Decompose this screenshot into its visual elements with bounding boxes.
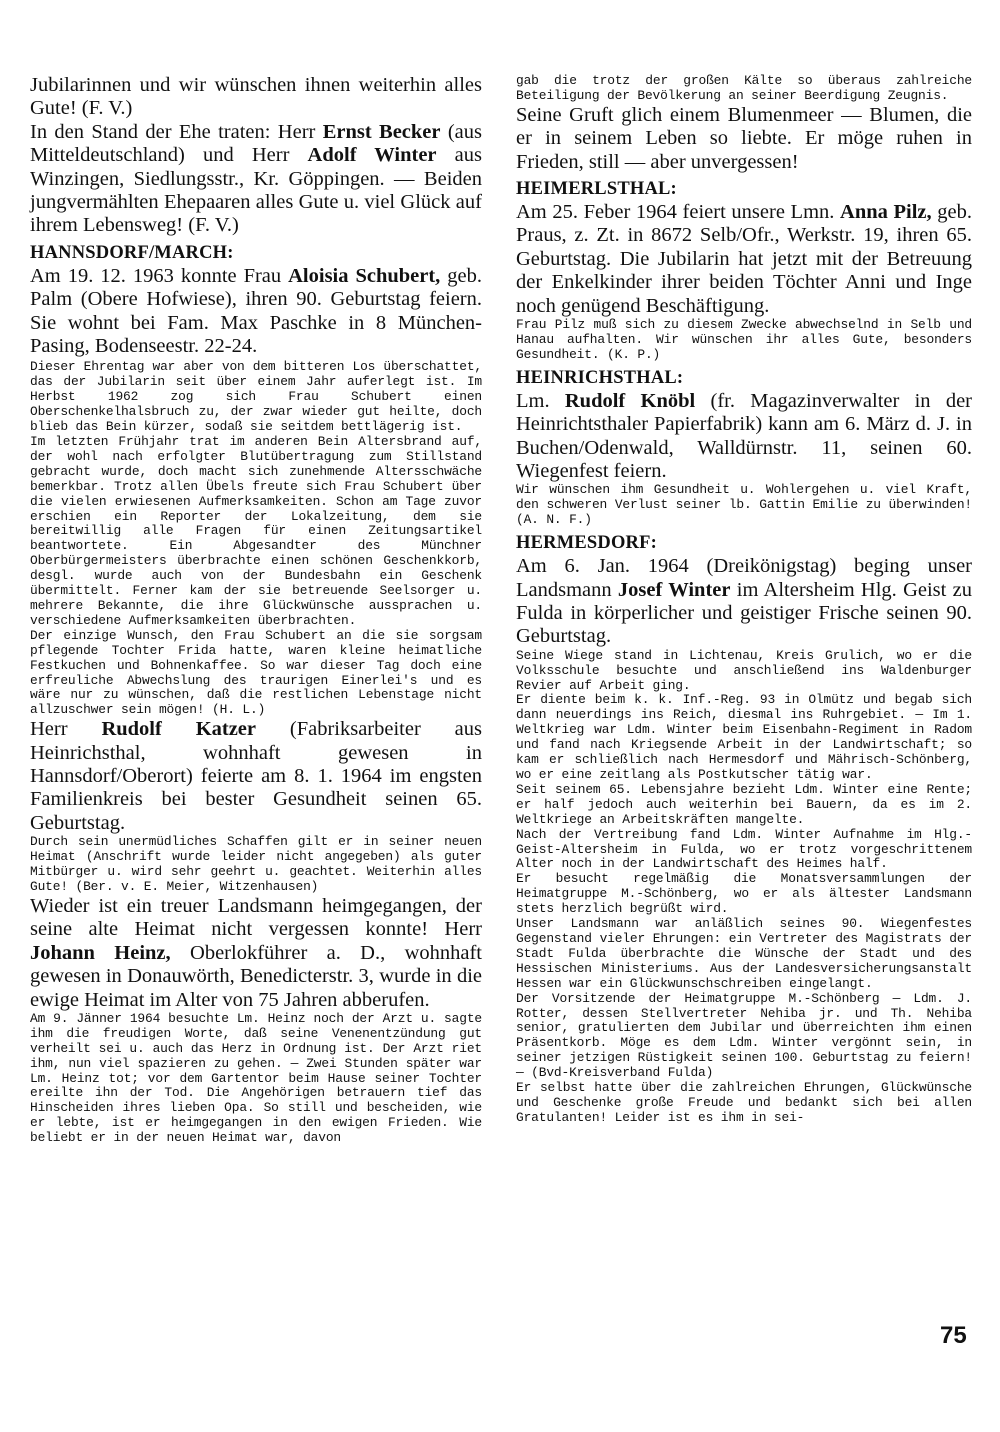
section-heading-heimerlsthal: HEIMERLSTHAL: — [516, 179, 677, 200]
small-paragraph: Im letzten Frühjahr trat im anderen Bein Altersbrand auf, der wohl nach erfolgter Blutübertragung zum Stillstand gebracht wurde, doch macht sich zunehmende Altersschwäche bemerkbar. Trotz allen Übels freute sich Frau Schubert über die vielen erwiesenen Aufmerksamkeiten. Schon am Tage zuvor erschien ein Reporter der Lokalzeitung, dem sie bereitwillig alle Fragen für einen Zeitungsartikel beantwortete. Ein Abgesandter des Münchner Oberbürgermeisters überbrachte einen schönen Geschenkkorb, desgl. wurde auch von der Bundesbahn ein Geschenk übermittelt. Ferner kam der sie betreuende Seelsorger u. mehrere Bekannte, die ihre Glückwünsche aussprachen u. verschiedene Aufmerksamkeiten überbrachten. — [30, 434, 482, 628]
paragraph: Am 25. Feber 1964 feiert unsere Lmn. Anna Pilz, geb. Praus, z. Zt. in 8672 Selb/Ofr., Werkstr. 19, ihren 65. Geburtstag. Die Jubilarin hat jetzt mit der Betreuung der Enkelkinder ihrer beiden Töchter Anni und Inge noch genügend Beschäftigung. — [516, 201, 972, 317]
paragraph: Wieder ist ein treuer Landsmann heimgegangen, der seine alte Heimat nicht vergessen konnte! Herr Johann Heinz, Oberlokführer a. D., wohnhaft gewesen in Donauwörth, Benedicterstr. 3, wurde in die ewige Heimat im Alter von 75 Jahren abberufen. — [30, 894, 482, 1011]
small-paragraph: Der Vorsitzende der Heimatgruppe M.-Schönberg — Ldm. J. Rotter, dessen Stellvertreter Nehiba jr. und Th. Nehiba senior, gratulierten dem Jubilar und überreichten ihm einen Präsentkorb. Möge es dem Ldm. Winter vergönnt sein, in seiner jetzigen Rüstigkeit seinen 100. Geburtstag zu feiern! — (Bvd-Kreisverband Fulda) — [516, 990, 972, 1081]
paragraph: Am 19. 12. 1963 konnte Frau Aloisia Schubert, geb. Palm (Obere Hofwiese), ihren 90. Geburtstag feiern. Sie wohnt bei Fam. Max Paschke in 8 München-Pasing, Bodenseestr. 22-24. — [30, 264, 482, 358]
small-paragraph: Seit seinem 65. Lebensjahre bezieht Ldm. Winter eine Rente; er half jedoch auch weiterhin bei Bauern, da es im 2. Weltkriege an Arbeitskräften mangelte. — [516, 781, 972, 827]
small-paragraph: Dieser Ehrentag war aber von dem bitteren Los überschattet, das der Jubilarin seit über einem Jahr auferlegt ist. Im Herbst 1962 zog sich Frau Schubert einen Oberschenkelhalsbruch zu, der zwar wieder gut heilte, doch blieb das Bein kürzer, sodaß sie seitdem bettlägerig ist. — [30, 359, 482, 435]
paragraph: Lm. Rudolf Knöbl (fr. Magazinverwalter in der Heinrichtsthaler Papierfabrik) kann am 6. März d. J. in Buchen/Odenwald, Walldürnstr. 11, seinen 60. Wiegenfest feiern. — [516, 389, 973, 482]
section-heading-heinrichsthal: HEINRICHSTHAL: — [516, 367, 684, 388]
small-paragraph: gab die trotz der großen Kälte so überaus zahlreiche Beteiligung der Bevölkerung an seiner Beerdigung Zeugnis. — [516, 73, 972, 103]
small-paragraph: Durch sein unermüdliches Schaffen gilt er in seiner neuen Heimat (Anschrift wurde leider nicht angegeben) als guter Mitbürger u. wird sehr geehrt u. geachtet. Weiterhin alles Gute! (Ber. v. E. Meier, Witzenhausen) — [30, 834, 482, 894]
right-column — [516, 74, 972, 1126]
small-paragraph: Unser Landsmann war anläßlich seines 90. Wiegenfestes Gegenstand vieler Ehrungen: ein Vertreter des Magistrats der Stadt Fulda überbrachte die Wünsche der Stadt und des Hessischen Ministeriums. Aus der Landesversicherungsanstalt Hessen war ein Glückwunschschreiben eingelangt. — [516, 916, 972, 991]
paragraph: Herr Rudolf Katzer (Fabriksarbeiter aus Heinrichsthal, wohnhaft gewesen in Hannsdorf/Oberort) feierte am 8. 1. 1964 im engsten Familienkreis bei bester Gesundheit seinen 65. Geburtstag. — [30, 718, 483, 834]
small-paragraph: Der einzige Wunsch, den Frau Schubert an die sie sorgsam pflegende Tochter Frida hatte, waren kleine heimatliche Festkuchen und Bohnenkaffee. So war dieser Tag doch eine erfreuliche Abwechslung des traurigen Einerlei's und es wäre nur zu wünschen, daß die restlichen Lebenstage nicht allzuschwer sein mögen! (H. L.) — [30, 627, 482, 718]
small-paragraph: Seine Wiege stand in Lichtenau, Kreis Grulich, wo er die Volksschule besuchte und anschließend ins Waldenburger Revier auf Arbeit ging. — [516, 647, 972, 693]
small-paragraph: Er diente beim k. k. Inf.-Reg. 93 in Olmütz und begab sich dann neuerdings ins Reich, diesmal ins Ruhrgebiet. — Im 1. Weltkrieg war Ldm. Winter beim Eisenbahn-Regiment in Radom und fand nach Kriegsende Arbeit in der Landwirtschaft; so kam er schließlich nach Hermesdorf und Mährisch-Schönberg, wo er eine zeitlang als Postkutscher tätig war. — [516, 692, 972, 782]
page-number: 75 — [940, 1322, 967, 1349]
small-paragraph: Am 9. Jänner 1964 besuchte Lm. Heinz noch der Arzt u. sagte ihm die freudigen Worte, daß seine Venenentzündung gut verheilt sei u. auch das Herz in Ordnung ist. Der Arzt riet ihm, nun viel spazieren zu gehen. — Zwei Stunden später war Lm. Heinz tot; vor dem Gartentor beim Hause seiner Tochter ereilte ihn der Tod. Die Angehörigen betrauern tief das Hinscheiden ihres lieben Opa. So still und bescheiden, wie er lebte, ist er heimgegangen in den ewigen Frieden. Wie beliebt er in der neuen Heimat war, davon — [30, 1010, 482, 1146]
paragraph: Seine Gruft glich einem Blumenmeer — Blumen, die er in seinem Leben so liebte. Er möge ruhen in Frieden, still — aber unvergessen! — [516, 103, 972, 173]
paragraph: Am 6. Jan. 1964 (Dreikönigstag) beging unser Landsmann Josef Winter im Altersheim Hlg. Geist zu Fulda in körperlicher und geistiger Frische seinen 90. Geburtstag. — [516, 555, 972, 648]
small-paragraph: Nach der Vertreibung fand Ldm. Winter Aufnahme im Hlg.-Geist-Altersheim in Fulda, wo er trotz vorgeschrittenem Alter noch in der Landwirtschaft des Heimes half. — [516, 826, 972, 872]
section-heading-hannsdorf: HANNSDORF/MARCH: — [30, 242, 234, 263]
small-paragraph: Wir wünschen ihm Gesundheit u. Wohlergehen u. viel Kraft, den schweren Verlust seiner lb. Gattin Emilie zu überwinden! (A. N. F.) — [516, 482, 972, 528]
small-paragraph: Er selbst hatte über die zahlreichen Ehrungen, Glückwünsche und Geschenke große Freude und bedankt sich bei allen Gratulanten! Leider ist es ihm in sei- — [516, 1080, 972, 1125]
section-heading-hermesdorf: HERMESDORF: — [516, 533, 657, 554]
paragraph: Jubilarinnen und wir wünschen ihnen weiterhin alles Gute! (F. V.) — [30, 74, 482, 120]
small-paragraph: Frau Pilz muß sich zu diesem Zwecke abwechselnd in Selb und Hanau aufhalten. Wir wünschen ihr alles Gute, besonders Gesundheit. (K. P.) — [516, 317, 972, 362]
small-paragraph: Er besucht regelmäßig die Monatsversammlungen der Heimatgruppe M.-Schönberg, wo er als ältester Landsmann stets herzlich begrüßt wird. — [516, 871, 972, 917]
left-column — [30, 74, 482, 1146]
paragraph: In den Stand der Ehe traten: Herr Ernst Becker (aus Mitteldeutschland) und Herr Adolf Winter aus Winzingen, Siedlungsstr., Kr. Göppingen. — Beiden jungvermählten Ehepaaren alles Gute u. viel Glück auf ihrem Lebensweg! (F. V.) — [30, 120, 483, 237]
